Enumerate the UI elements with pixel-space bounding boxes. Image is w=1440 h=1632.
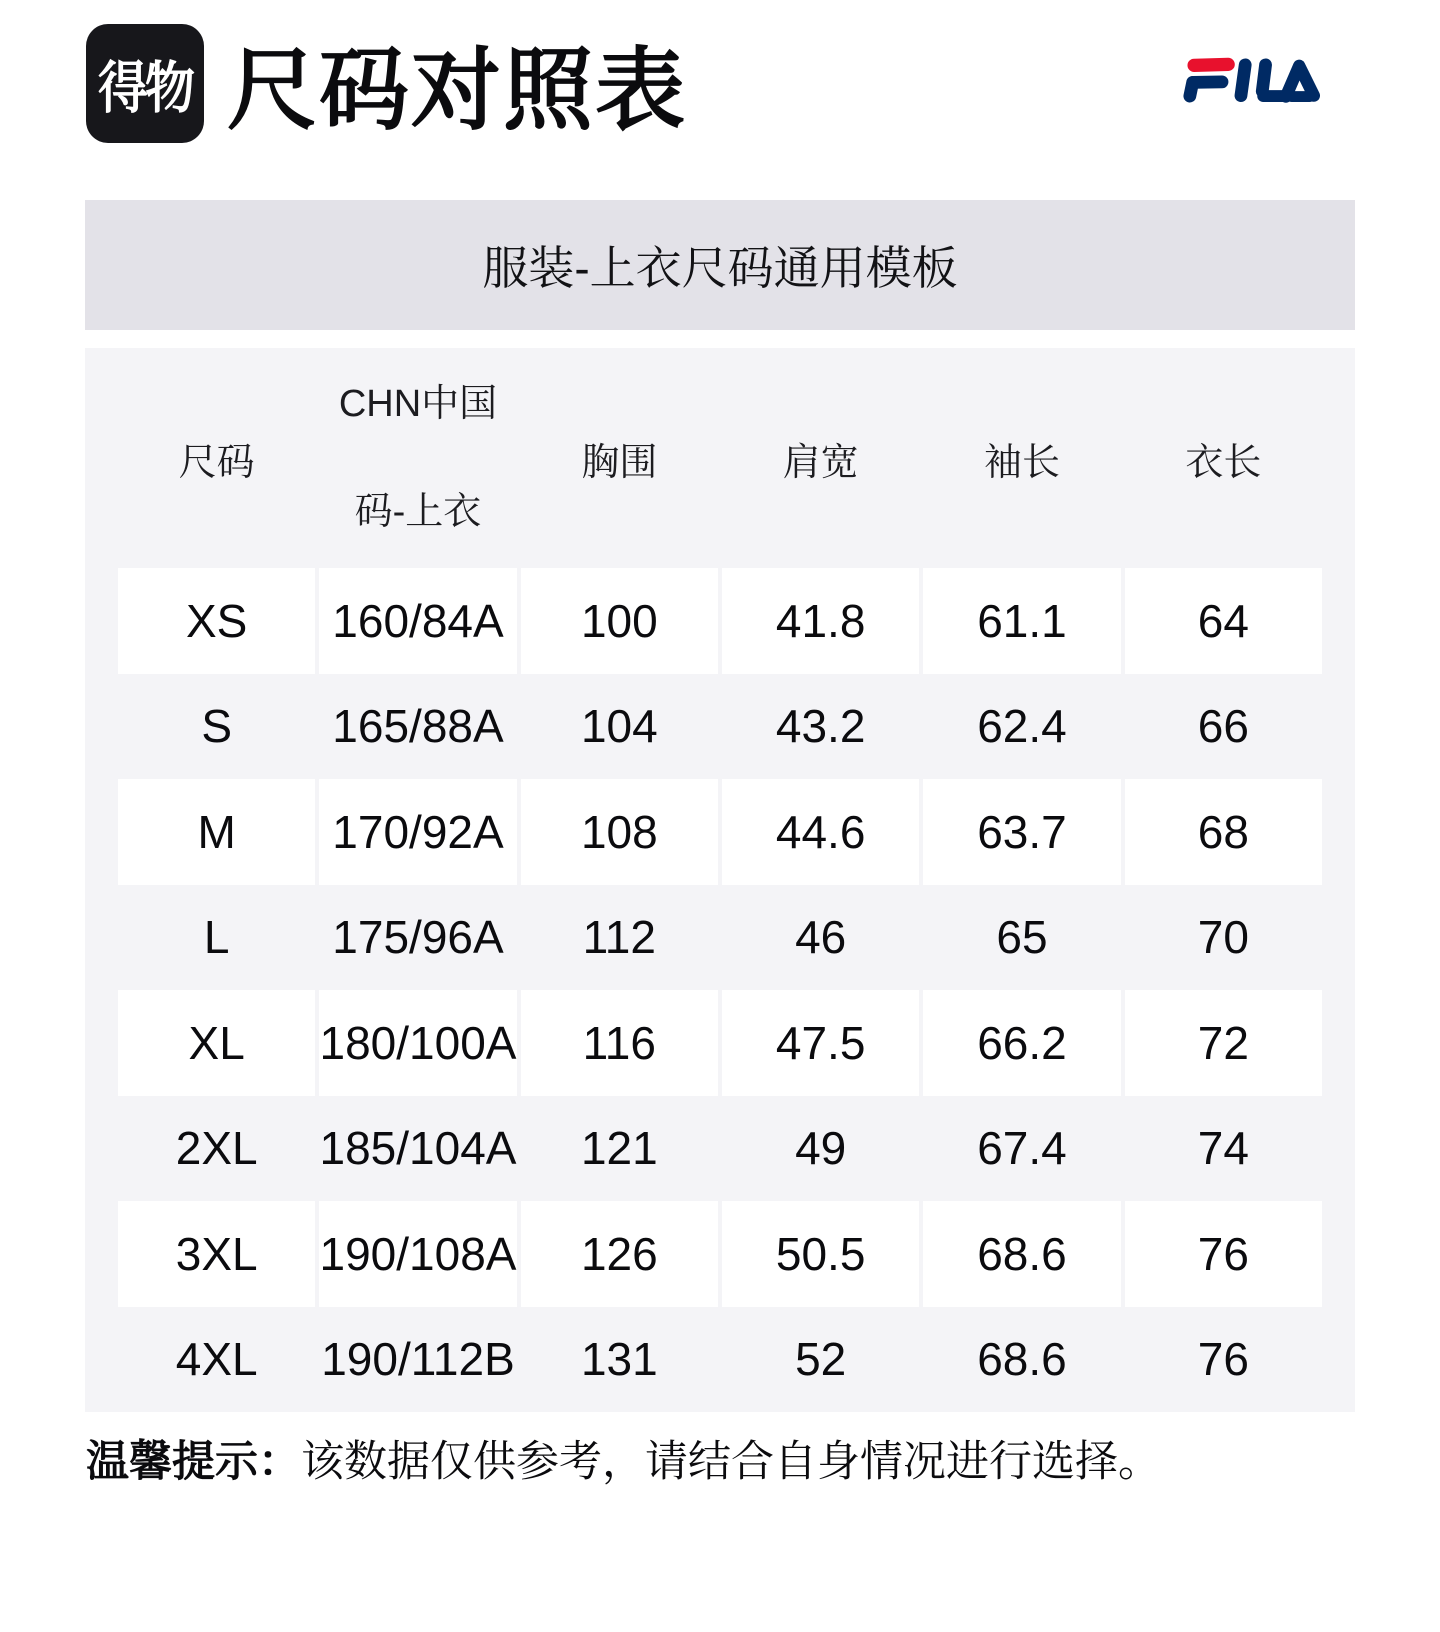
header-chest: 胸围 xyxy=(581,441,658,484)
chest-cell: 121 xyxy=(580,1122,658,1175)
sleeve-cell: 62.4 xyxy=(977,700,1067,753)
reminder-note-label: 温馨提示： xyxy=(86,1438,301,1486)
sleeve-cell: 66.2 xyxy=(923,990,1120,1096)
length-cell: 72 xyxy=(1125,990,1322,1096)
shoulder-cell: 41.8 xyxy=(722,568,919,674)
chn-code-cell: 180/100A xyxy=(319,990,516,1096)
dewu-logo-text: 得物 xyxy=(98,56,192,120)
chn-code-cell: 175/96A xyxy=(332,911,504,964)
header-shoulder: 肩宽 xyxy=(782,441,859,484)
size-table xyxy=(85,348,1355,1412)
reminder-note-text: 该数据仅供参考，请结合自身情况进行选择。 xyxy=(301,1438,1161,1486)
table-row xyxy=(118,779,1322,885)
size-cell: XL xyxy=(118,990,315,1096)
dewu-logo xyxy=(86,24,204,143)
size-cell: 4XL xyxy=(175,1333,258,1386)
chn-code-cell: 185/104A xyxy=(319,1122,517,1175)
shoulder-cell: 49 xyxy=(795,1122,847,1175)
length-cell: 70 xyxy=(1197,911,1249,964)
header-chn-code xyxy=(319,350,516,566)
size-cell: S xyxy=(201,700,232,753)
fila-brand-logo-icon xyxy=(1178,54,1320,106)
size-cell: L xyxy=(203,911,230,964)
chn-code-cell: 190/108A xyxy=(319,1201,516,1307)
shoulder-cell: 50.5 xyxy=(722,1201,919,1307)
sleeve-cell: 61.1 xyxy=(923,568,1120,674)
shoulder-cell: 43.2 xyxy=(775,700,866,753)
sleeve-cell: 67.4 xyxy=(977,1122,1067,1175)
size-cell: XS xyxy=(118,568,315,674)
length-cell: 76 xyxy=(1125,1201,1322,1307)
chest-cell: 100 xyxy=(521,568,718,674)
chest-cell: 126 xyxy=(521,1201,718,1307)
chest-cell: 131 xyxy=(580,1333,658,1386)
shoulder-cell: 46 xyxy=(795,911,847,964)
header-length: 衣长 xyxy=(1185,441,1262,484)
chest-cell: 108 xyxy=(521,779,718,885)
sleeve-cell: 65 xyxy=(996,911,1048,964)
reminder-note xyxy=(86,1428,1161,1489)
table-row xyxy=(118,568,1322,674)
table-row xyxy=(118,1096,1322,1202)
template-banner-text: 服装-上衣尺码通用模板 xyxy=(482,242,958,294)
table-row xyxy=(118,1201,1322,1307)
length-cell: 76 xyxy=(1197,1333,1249,1386)
table-row xyxy=(118,674,1322,780)
size-cell: 3XL xyxy=(118,1201,315,1307)
length-cell: 74 xyxy=(1197,1122,1249,1175)
header-sleeve: 袖长 xyxy=(983,441,1060,484)
table-row xyxy=(118,885,1322,991)
header-size: 尺码 xyxy=(178,441,255,484)
chest-cell: 112 xyxy=(582,911,656,964)
chn-code-cell: 190/112B xyxy=(321,1333,515,1386)
template-banner xyxy=(85,200,1355,330)
table-header-row xyxy=(118,348,1322,568)
length-cell: 66 xyxy=(1197,700,1249,753)
chn-code-cell: 160/84A xyxy=(319,568,516,674)
chest-cell: 116 xyxy=(521,990,718,1096)
sleeve-cell: 63.7 xyxy=(923,779,1120,885)
chn-code-cell: 170/92A xyxy=(319,779,516,885)
header-chn-line2: 码-上衣 xyxy=(354,491,482,533)
chest-cell: 104 xyxy=(580,700,658,753)
shoulder-cell: 47.5 xyxy=(722,990,919,1096)
shoulder-cell: 44.6 xyxy=(722,779,919,885)
page-title: 尺码对照表 xyxy=(227,41,687,141)
length-cell: 68 xyxy=(1125,779,1322,885)
chn-code-cell: 165/88A xyxy=(332,700,504,753)
table-row xyxy=(118,990,1322,1096)
sleeve-cell: 68.6 xyxy=(923,1201,1120,1307)
table-row xyxy=(118,1307,1322,1413)
header-chn-line1: CHN中国 xyxy=(338,383,498,425)
shoulder-cell: 52 xyxy=(795,1333,847,1386)
size-cell: M xyxy=(118,779,315,885)
sleeve-cell: 68.6 xyxy=(977,1333,1067,1386)
size-cell: 2XL xyxy=(175,1122,258,1175)
length-cell: 64 xyxy=(1125,568,1322,674)
